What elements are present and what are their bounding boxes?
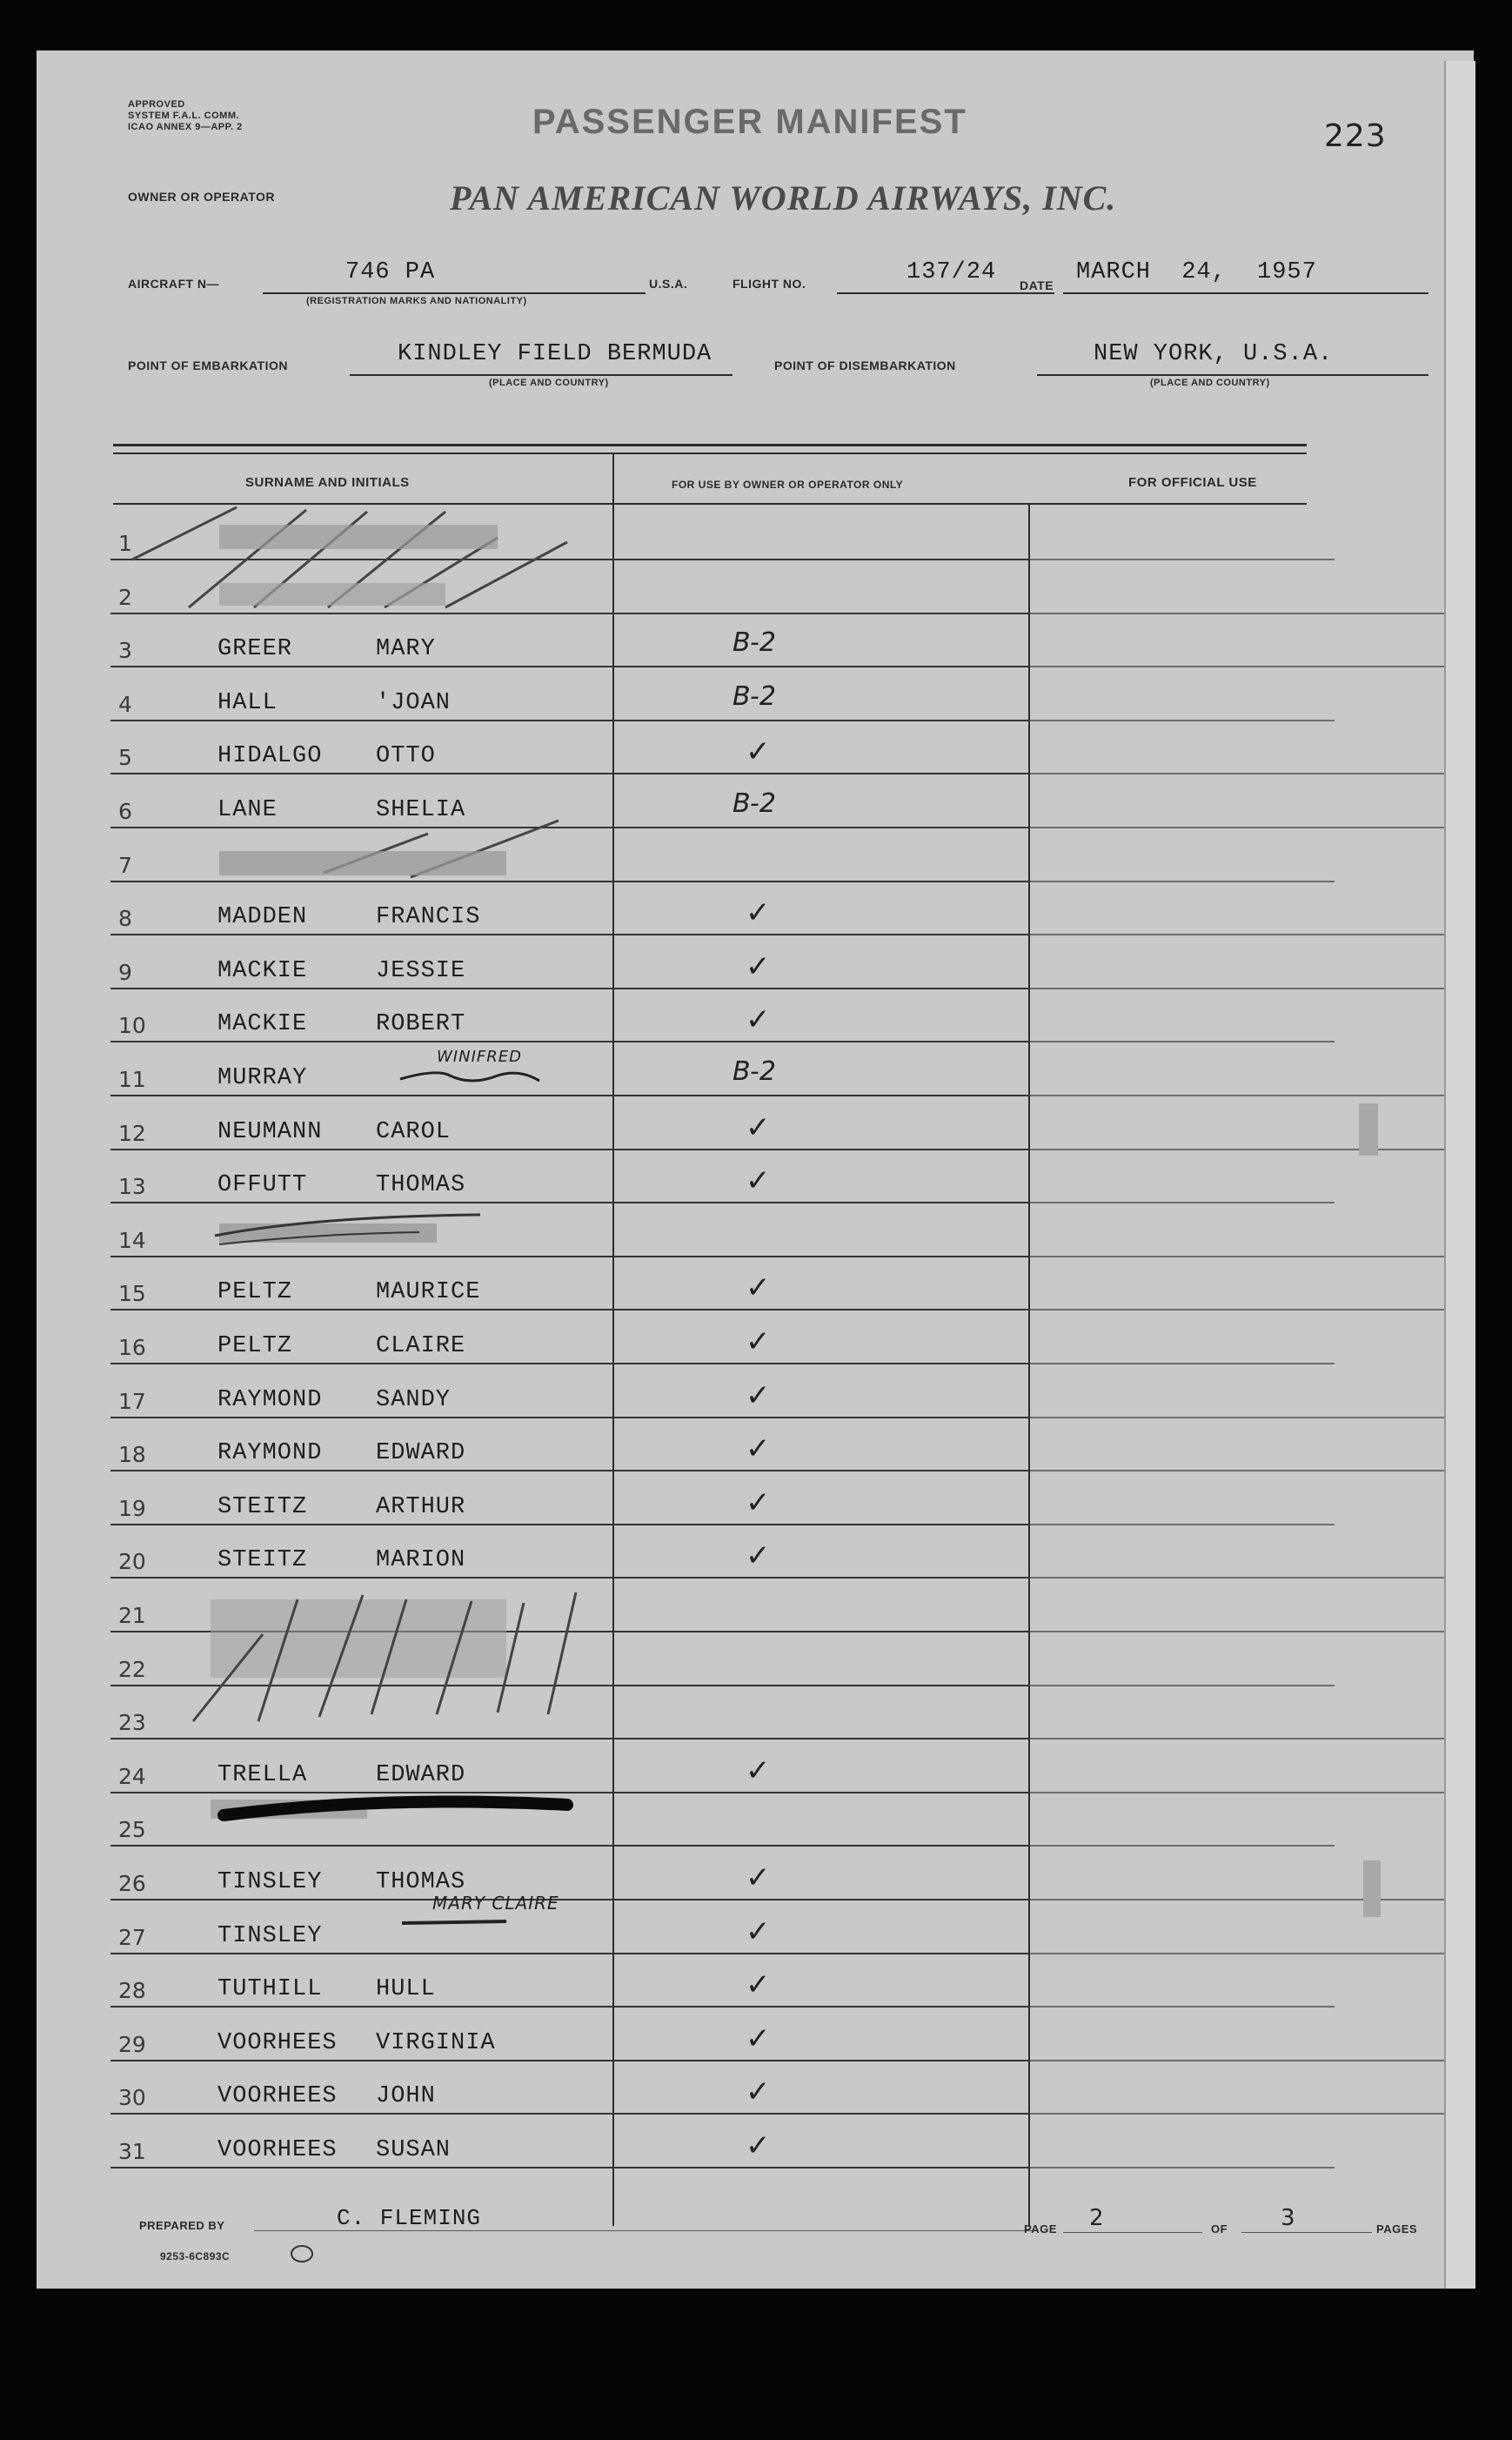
passenger-given-name: ARTHUR <box>376 1494 466 1520</box>
handwritten-correction-winifred: WINIFRED <box>437 1048 522 1066</box>
flight-date: MARCH 24, 1957 <box>1076 259 1317 285</box>
row-number: 24 <box>118 1764 146 1789</box>
disembarkation-caption: (PLACE AND COUNTRY) <box>1150 378 1270 388</box>
passenger-given-name: SANDY <box>376 1387 452 1413</box>
operator-check-mark: ✓ <box>746 1270 771 1305</box>
passenger-surname: STEITZ <box>217 1494 308 1520</box>
row-number: 7 <box>118 853 132 878</box>
embarkation-caption: (PLACE AND COUNTRY) <box>489 378 609 388</box>
page-value: 2 <box>1089 2205 1104 2231</box>
row-number: 14 <box>118 1228 146 1253</box>
form-code: 9253-6C893C <box>160 2250 231 2262</box>
embarkation-label: POINT OF EMBARKATION <box>128 359 288 372</box>
passenger-surname: STEITZ <box>217 1547 308 1573</box>
approval-line: APPROVED <box>128 99 185 110</box>
operator-check-mark: ✓ <box>746 1002 771 1037</box>
passenger-surname: HIDALGO <box>217 743 323 769</box>
passenger-surname: MURRAY <box>217 1065 308 1091</box>
union-bug-icon <box>291 2245 313 2262</box>
passenger-given-name: VIRGINIA <box>376 2030 496 2056</box>
passenger-surname: LANE <box>217 797 278 823</box>
passenger-given-name: MAURICE <box>376 1279 481 1305</box>
handwritten-correction-mary-claire: MARY CLAIRE <box>432 1893 559 1914</box>
row-number: 3 <box>118 638 132 663</box>
operator-check-mark: B-2 <box>733 627 776 658</box>
passenger-surname: GREER <box>217 636 293 662</box>
row-number: 1 <box>118 531 132 556</box>
row-number: 17 <box>118 1389 146 1414</box>
row-number: 29 <box>118 2032 146 2057</box>
aircraft-value: 746 PA <box>345 259 436 285</box>
passenger-surname: MACKIE <box>217 1011 308 1037</box>
row-number: 9 <box>118 960 132 985</box>
flight-label: FLIGHT NO. <box>733 277 806 291</box>
passenger-surname: HALL <box>217 690 278 716</box>
row-number: 4 <box>118 692 132 717</box>
passenger-given-name: CAROL <box>376 1119 452 1145</box>
strike-block-21-23 <box>193 1592 576 1721</box>
passenger-surname: MACKIE <box>217 958 308 984</box>
strike-row-25 <box>211 1800 567 1819</box>
operator-name: PAN AMERICAN WORLD AIRWAYS, INC. <box>450 178 1117 218</box>
column-header-surname: SURNAME AND INITIALS <box>245 475 410 490</box>
operator-check-mark: ✓ <box>746 1860 771 1895</box>
passenger-surname: PELTZ <box>217 1279 293 1305</box>
passenger-given-name: 'JOAN <box>376 690 452 716</box>
passenger-surname: TINSLEY <box>217 1869 323 1895</box>
row-number: 16 <box>118 1335 146 1360</box>
operator-check-mark: ✓ <box>746 2021 771 2056</box>
row-number: 30 <box>118 2085 146 2110</box>
row-number: 11 <box>118 1067 146 1092</box>
row-number: 5 <box>118 745 132 770</box>
row-number: 25 <box>118 1817 146 1842</box>
passenger-given-name: EDWARD <box>376 1762 466 1788</box>
passenger-given-name: ROBERT <box>376 1011 466 1037</box>
operator-check-mark: ✓ <box>746 2128 771 2163</box>
redaction-smudge <box>219 583 445 606</box>
passenger-given-name: THOMAS <box>376 1172 466 1198</box>
passenger-surname: VOORHEES <box>217 2030 338 2056</box>
operator-check-mark: ✓ <box>746 949 771 984</box>
row-number: 28 <box>118 1978 146 2003</box>
operator-check-mark: ✓ <box>746 1163 771 1198</box>
passenger-surname: TUTHILL <box>217 1976 323 2002</box>
page-stamp-number: 223 <box>1324 118 1387 154</box>
of-value: 3 <box>1281 2205 1295 2231</box>
pages-label: PAGES <box>1376 2222 1418 2236</box>
passenger-surname: NEUMANN <box>217 1119 323 1145</box>
passenger-given-name: JESSIE <box>376 958 466 984</box>
passenger-given-name: THOMAS <box>376 1869 466 1895</box>
row-number: 22 <box>118 1657 146 1682</box>
correction-scribble <box>400 1073 539 1081</box>
column-header-official: FOR OFFICIAL USE <box>1128 475 1257 490</box>
operator-check-mark: ✓ <box>746 895 771 930</box>
passenger-surname: OFFUTT <box>217 1172 308 1198</box>
row-number: 21 <box>118 1603 146 1628</box>
strike-row-14 <box>215 1215 480 1244</box>
disembarkation-label: POINT OF DISEMBARKATION <box>774 359 956 372</box>
prepared-by-label: PREPARED BY <box>139 2219 225 2232</box>
passenger-given-name: MARION <box>376 1547 466 1573</box>
usa-label: U.S.A. <box>649 277 688 291</box>
passenger-surname: VOORHEES <box>217 2083 338 2109</box>
row-number: 19 <box>118 1496 146 1521</box>
embarkation-value: KINDLEY FIELD BERMUDA <box>398 341 713 367</box>
operator-check-mark: ✓ <box>746 1431 771 1466</box>
row-number: 6 <box>118 799 132 824</box>
column-header-operator: FOR USE BY OWNER OR OPERATOR ONLY <box>672 479 904 491</box>
passenger-surname: TRELLA <box>217 1762 308 1788</box>
operator-check-mark: ✓ <box>746 1110 771 1145</box>
row-number: 2 <box>118 585 132 610</box>
form-title: PASSENGER MANIFEST <box>532 103 967 141</box>
passenger-given-name: FRANCIS <box>376 904 481 930</box>
operator-check-mark: ✓ <box>746 1485 771 1520</box>
operator-check-mark: ✓ <box>746 734 771 769</box>
row-number: 15 <box>118 1281 146 1306</box>
row-number: 8 <box>118 906 132 931</box>
row-number: 26 <box>118 1871 146 1896</box>
passenger-surname: TINSLEY <box>217 1923 323 1949</box>
operator-check-mark: ✓ <box>746 1914 771 1949</box>
passenger-surname: VOORHEES <box>217 2137 338 2163</box>
approval-line: SYSTEM F.A.L. COMM. <box>128 111 240 121</box>
row-number: 23 <box>118 1710 146 1735</box>
operator-check-mark: ✓ <box>746 1538 771 1573</box>
passenger-given-name: SHELIA <box>376 797 466 823</box>
row-number: 31 <box>118 2139 146 2164</box>
flight-number: 137/24 <box>907 259 997 285</box>
passenger-surname: RAYMOND <box>217 1440 323 1466</box>
operator-check-mark: B-2 <box>733 681 776 712</box>
page-edge <box>1444 61 1475 2289</box>
passenger-given-name: CLAIRE <box>376 1333 466 1359</box>
edge-stain <box>1359 1103 1381 1917</box>
passenger-surname: MADDEN <box>217 904 308 930</box>
correction-scribble <box>402 1921 506 1923</box>
operator-check-mark: B-2 <box>733 788 776 819</box>
redaction-smudge <box>219 851 506 875</box>
prepared-by-name: C. FLEMING <box>337 2205 482 2231</box>
passenger-given-name: SUSAN <box>376 2137 452 2163</box>
operator-check-mark: ✓ <box>746 1753 771 1788</box>
passenger-given-name: EDWARD <box>376 1440 466 1466</box>
strike-marks <box>37 50 1474 2289</box>
row-number: 12 <box>118 1121 146 1146</box>
passenger-given-name: OTTO <box>376 743 436 769</box>
page-label: PAGE <box>1024 2222 1057 2236</box>
operator-check-mark: ✓ <box>746 1967 771 2002</box>
row-number: 20 <box>118 1549 146 1574</box>
operator-check-mark: ✓ <box>746 1324 771 1359</box>
operator-check-mark: ✓ <box>746 2075 771 2109</box>
aircraft-label: AIRCRAFT N— <box>128 277 220 291</box>
passenger-surname: PELTZ <box>217 1333 293 1359</box>
row-number: 27 <box>118 1925 146 1950</box>
of-label: OF <box>1211 2222 1228 2236</box>
manifest-sheet <box>37 50 1474 2289</box>
row-number: 10 <box>118 1013 146 1038</box>
operator-check-mark: B-2 <box>733 1056 776 1087</box>
redaction-smudge <box>219 525 498 549</box>
date-label: DATE <box>1020 278 1054 292</box>
row-number: 18 <box>118 1442 146 1467</box>
operator-check-mark: ✓ <box>746 1378 771 1413</box>
row-number: 13 <box>118 1174 146 1199</box>
owner-label: OWNER OR OPERATOR <box>128 190 275 204</box>
passenger-surname: RAYMOND <box>217 1387 323 1413</box>
disembarkation-value: NEW YORK, U.S.A. <box>1094 341 1334 367</box>
passenger-given-name: JOHN <box>376 2083 436 2109</box>
aircraft-caption: (REGISTRATION MARKS AND NATIONALITY) <box>306 296 527 306</box>
passenger-given-name: HULL <box>376 1976 436 2002</box>
approval-line: ICAO ANNEX 9—APP. 2 <box>128 122 243 132</box>
passenger-given-name: MARY <box>376 636 436 662</box>
